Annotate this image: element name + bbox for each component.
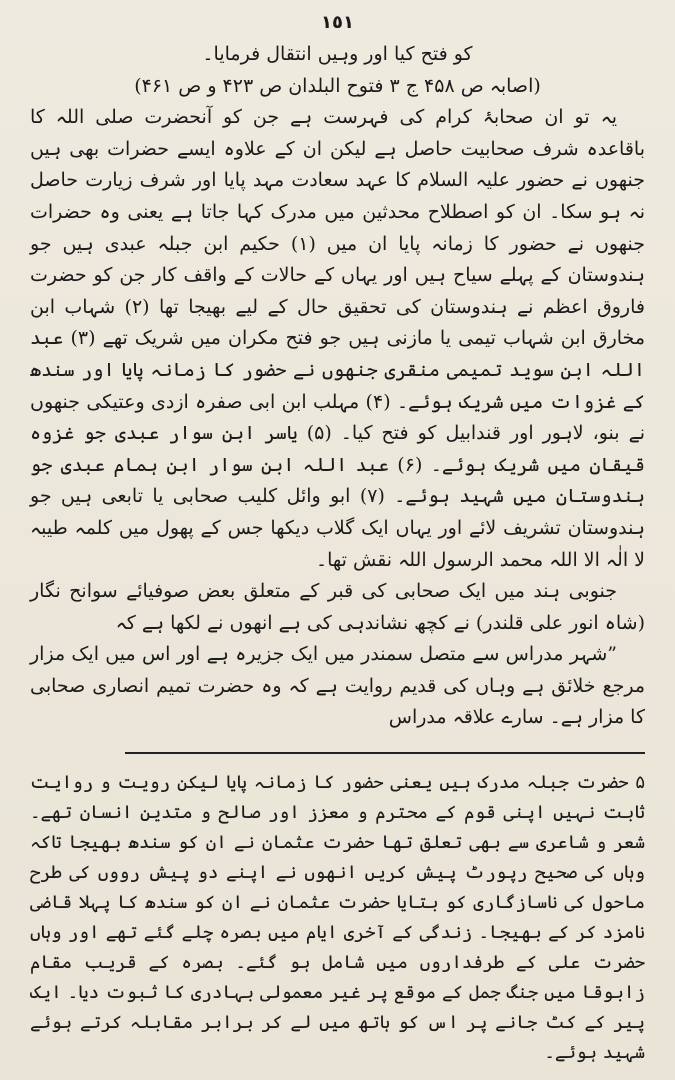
- main-text: [30, 39, 645, 734]
- paragraph-companions: یہ تو ان صحابۂ کرام کی فہرست ہے جن کو آنحضرت صلی اللہ کا باقاعدہ شرف صحابیت حاصل ہے لیکن ان کے علاوہ ایسے حضرات بھی ہیں جنھوں نے حضور علیہ السلام کا عہد سعادت مہد پایا اور شرف زیارت حاصل نہ ہو سکا۔ ان کو اصطلاح محدثین میں مدرک کہا جاتا ہے یعنی وہ حضرات جنھوں نے حضور کا زمانہ پایا ان میں (۱) حکیم ابن جبلہ عبدی ہیں جو ہندوستان کے پہلے سیاح ہیں اور یہاں کے حالات کے واقف کار جن کو حضرت فاروق اعظم نے ہندوستان کی تحقیق حال کے لیے بھیجا تھا (۲) شہاب ابن مخارق ابن شہاب تیمی یا مازنی ہیں جو فتح مکران میں شریک تھے (۳) عبد اللہ ابن سوید تمیمی منقری جنھوں نے حضور کا زمانہ پایا اور سندھ کے غزوات میں شریک ہوئے۔ (۴) مہلب ابن ابی صفرہ ازدی وعتیکی جنھوں نے بنو، لاہور اور قندابیل کو فتح کیا۔ (۵) یاسر ابن سوار عبدی جو غزوہ قیقان میں شریک ہوئے۔ (۶) عبد اللہ ابن سوار ابن ہمام عبدی جو ہندوستان میں شہید ہوئے۔ (۷) ابو وائل کلیب صحابی یا تابعی ہیں جو ہندوستان تشریف لائے اور یہاں ایک گلاب دیکھا جس کے پھول میں کلمہ طیبہ لا الٰہ الا اللہ محمد الرسول اللہ نقش تھا۔: [30, 106, 645, 571]
- paragraph-opening: کو فتح کیا اور وہیں انتقال فرمایا۔: [202, 43, 473, 65]
- citation: (اصابہ ص ۴۵۸ ج ۳ فتوح البلدان ص ۴۲۳ و ص ۴۶۱): [134, 74, 541, 97]
- footnote-divider: [125, 752, 645, 754]
- footnote-text: ۵ حضرت جبلہ مدرک ہیں یعنی حضور کا زمانہ پایا لیکن رویت و روایت ثابت نہیں اپنی قوم کے محترم و معزز اور صالح و متدین انسان تھے۔ شعر و شاعری سے بھی تعلق تھا حضرت عثمان نے ان کو سندھ بھیجا تاکہ وہاں کی صحیح رپورٹ پیش کریں انھوں نے اپنے دو پیش رووں کی طرح ماحول کی ناسازگاری کو بتایا حضرت عثمان نے ان کو سندھ کا پہلا قاضی نامزد کر کے بھیجا۔ زندگی کے آخری ایام میں بصرہ چلے گئے تھے اور وہاں حضرت علی کے طرفداروں میں شامل ہو گئے۔ بصرہ کے قریب مقام زابوقا میں جنگ جمل کے موقع پر غیر معمولی بہادری کا ثبوت دیا۔ ایک پیر کے کٹ جانے پر اس کو ہاتھ میں لے کر برابر مقابلہ کرتے ہوئے شہید ہوئے۔: [30, 772, 645, 1064]
- page-number: ١٥١: [321, 12, 354, 33]
- paragraph-quote: ”شہر مدراس سے متصل سمندر میں ایک جزیرہ ہے اور اس میں ایک مزار مرجع خلائق ہے وہاں کی قدیم روایت ہے کہ وہ حضرت تمیم انصاری صحابی کا مزار ہے۔ سارے علاقہ مدراس: [30, 643, 645, 729]
- paragraph-south-india: جنوبی ہند میں ایک صحابی کی قبر کے متعلق بعض صوفیائے سوانح نگار (شاہ انور علی قلندر) نے کچھ نشاندہی کی ہے انھوں نے لکھا ہے کہ: [30, 580, 645, 634]
- footnote: [30, 768, 645, 1068]
